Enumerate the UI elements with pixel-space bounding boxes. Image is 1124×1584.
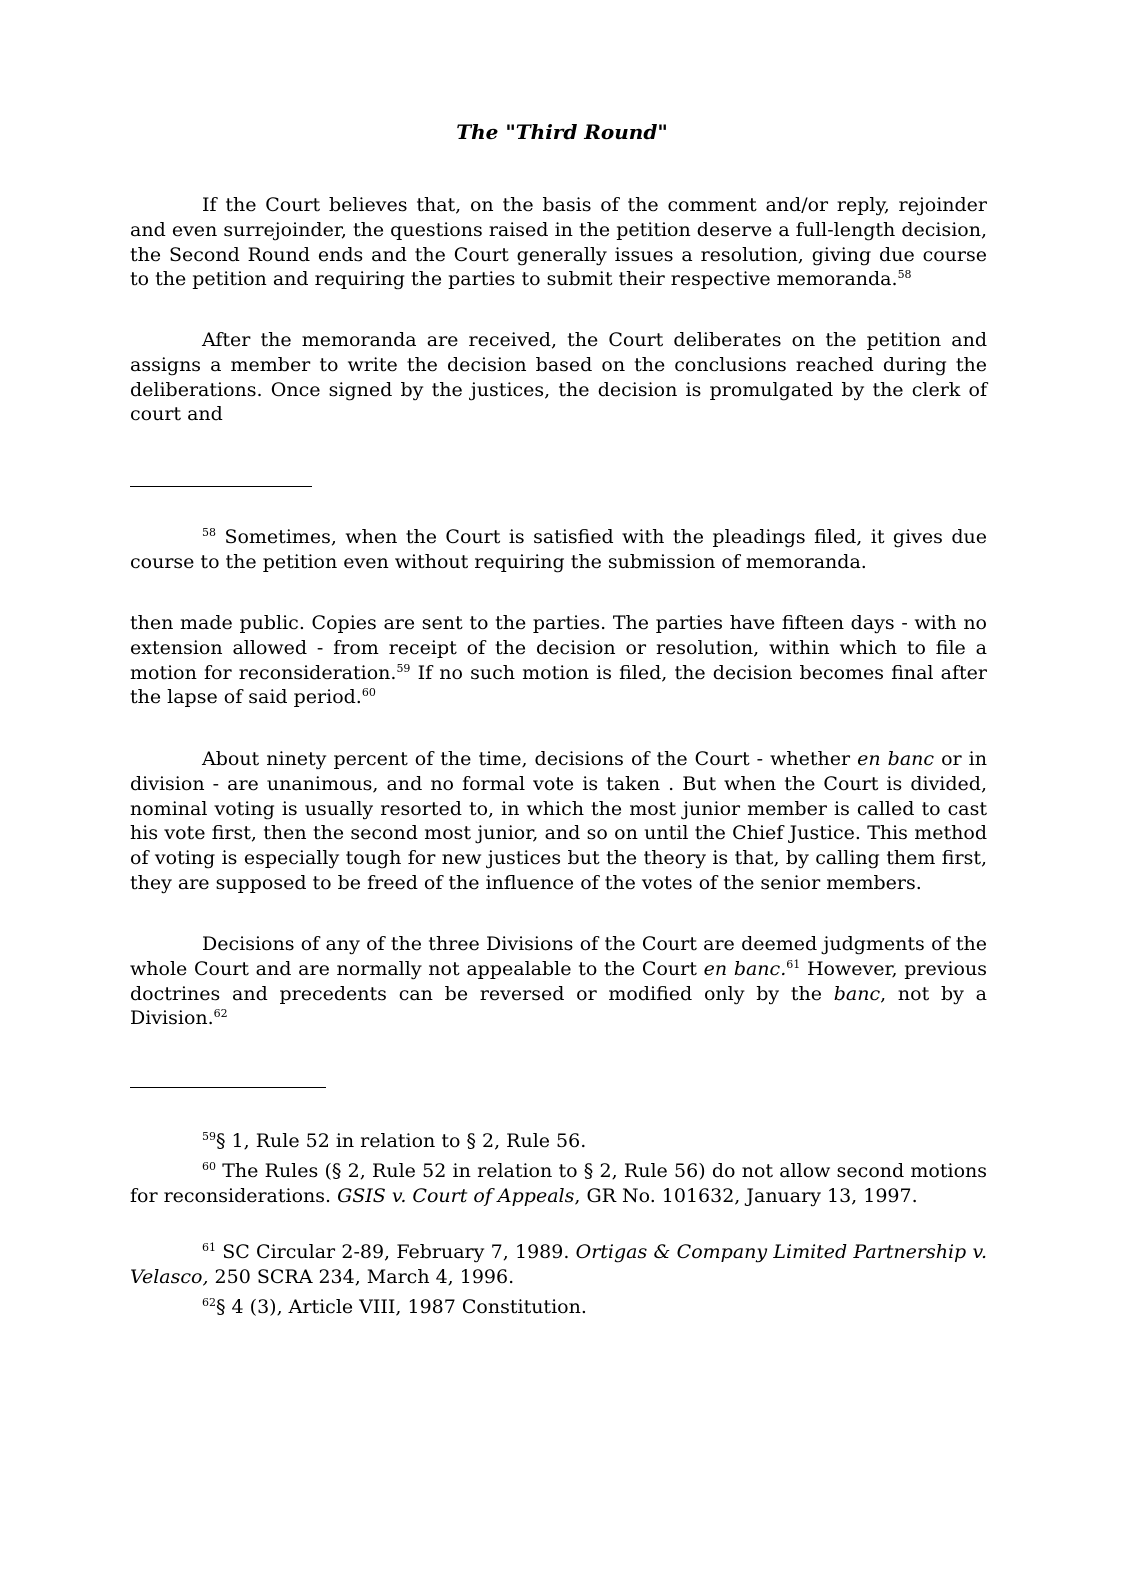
footnote-ref-62[interactable]: 62 (213, 1007, 228, 1021)
footnote-separator-2 (130, 1087, 326, 1088)
footnote-59 (130, 1129, 987, 1154)
footnote-number-60: 60 (202, 1160, 216, 1173)
footnote-60 (130, 1159, 987, 1209)
footnote-59-text: § 1, Rule 52 in relation to § 2, Rule 56. (216, 1130, 587, 1152)
footnote-ref-61[interactable]: 61 (786, 957, 801, 971)
footnote-61-text-b: 250 SCRA 234, March 4, 1996. (208, 1265, 515, 1288)
footnote-62 (130, 1295, 987, 1320)
paragraph-3-text-b: If no such motion is filed, the decision becomes final after the lapse of said period. (130, 661, 987, 709)
paragraph-4-text-a: About ninety percent of the time, decisions of the Court - whether (202, 748, 858, 770)
footnote-61 (130, 1240, 987, 1290)
paragraph-5-text-c: , not by a Division. (130, 982, 987, 1030)
paragraph-2 (130, 328, 987, 427)
footnote-60-text-b: , GR No. 101632, January 13, 1997. (574, 1184, 918, 1207)
footnote-number-59: 59 (202, 1130, 216, 1143)
paragraph-4 (130, 747, 987, 896)
footnote-ref-58[interactable]: 58 (897, 268, 912, 282)
paragraph-5-italic-2: banc (833, 982, 881, 1005)
paragraph-1 (130, 193, 987, 292)
footnote-61-text-a: SC Circular 2-89, February 7, 1989. (216, 1241, 576, 1263)
footnote-number-58: 58 (202, 526, 216, 539)
footnote-58-text: Sometimes, when the Court is satisfied with the pleadings filed, it gives due course to the petition even without requiring the submission of memoranda. (130, 526, 987, 573)
paragraph-3 (130, 611, 987, 710)
paragraph-5-text-a: Decisions of any of the three Divisions of the Court are deemed judgments of the whole Court and are normally not appealable to the Court (130, 933, 987, 980)
paragraph-3-text-a: then made public. Copies are sent to the parties. The parties have fifteen days - with no extension allowed - from receipt of the decision or resolution, within which to file a motion for reconsideration. (130, 612, 987, 684)
paragraph-4-text-b: or in division - are unanimous, and no formal vote is taken . But when the Court is divided, nominal voting is usually resorted to, in which the most junior member is called to cast his vote first, then the second most junior, and so on until the Chief Justice. This method of voting is especially tough for new justices but the theory is that, by calling them first, they are supposed to be freed of the influence of the votes of the senior members. (130, 748, 987, 894)
section-heading: The "Third Round" (456, 120, 668, 144)
footnote-ref-59[interactable]: 59 (396, 661, 411, 675)
paragraph-4-italic: en banc (857, 748, 935, 770)
footnote-61-case-name: Ortigas & Company Limited Partnership v. Velasco, (130, 1241, 987, 1288)
footnote-separator-1 (130, 486, 312, 487)
paragraph-2-text: After the memoranda are received, the Court deliberates on the petition and assigns a member to write the decision based on the conclusions reached during the deliberations. Once signed by the justices, the decision is promulgated by the clerk of court and (130, 329, 987, 426)
footnote-58 (130, 525, 987, 575)
footnote-62-text: § 4 (3), Article VIII, 1987 Constitution. (216, 1296, 587, 1318)
footnote-60-case-name: GSIS v. Court of Appeals (337, 1184, 575, 1207)
paragraph-5-text-b: However, previous doctrines and precedents can be reversed or modified only by the (130, 957, 987, 1005)
footnote-number-62: 62 (202, 1296, 216, 1309)
paragraph-1-text: If the Court believes that, on the basis of the comment and/or reply, rejoinder and even surrejoinder, the questions raised in the petition deserve a full-length decision, the Second Round ends and the Court generally issues a resolution, giving due course to the petition and requiring the parties to submit their respective memoranda. (130, 194, 987, 291)
footnote-ref-60[interactable]: 60 (361, 686, 376, 700)
paragraph-5-italic-1: en banc. (703, 957, 787, 980)
paragraph-5 (130, 932, 987, 1031)
footnote-60-text-a: The Rules (§ 2, Rule 52 in relation to § 2, Rule 56) do not allow second motions for reconsiderations. (130, 1160, 987, 1207)
footnote-number-61: 61 (202, 1241, 216, 1254)
